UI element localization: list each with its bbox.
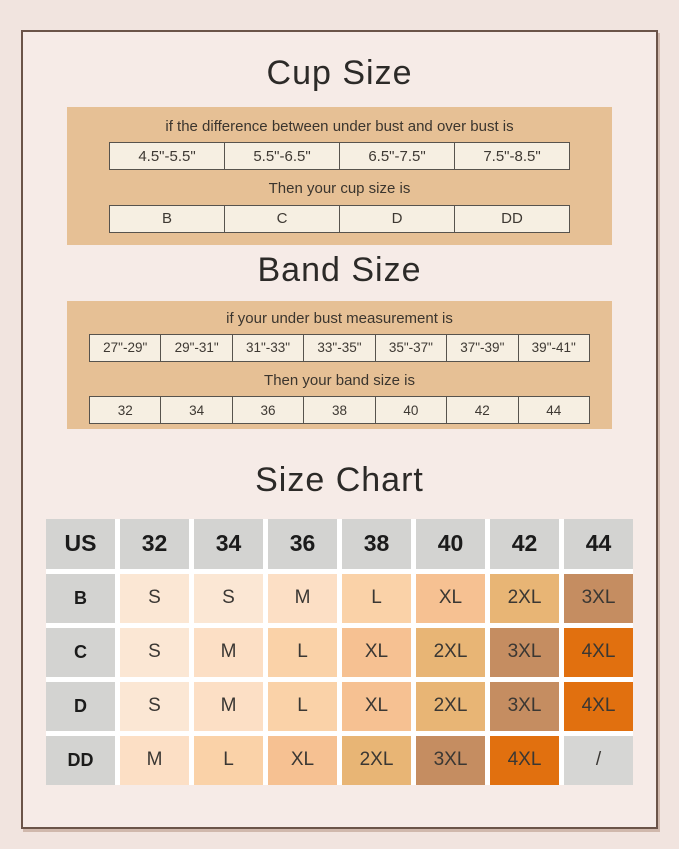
- size-chart-column-header: 40: [416, 519, 485, 569]
- size-chart-column-header: 44: [564, 519, 633, 569]
- cup-sizes-row: [109, 205, 570, 233]
- size-chart-value-cell: M: [194, 628, 263, 677]
- band-ranges-row: [89, 334, 590, 362]
- band-size-cell: 36: [233, 396, 304, 424]
- size-chart-column-header: 38: [342, 519, 411, 569]
- size-chart-value-cell: S: [194, 574, 263, 623]
- size-chart-row-label: B: [46, 574, 115, 623]
- size-chart-value-cell: S: [120, 574, 189, 623]
- size-chart-value-cell: XL: [342, 682, 411, 731]
- cup-size-cell: B: [109, 205, 225, 233]
- band-size-cell: 38: [304, 396, 375, 424]
- band-range-cell: 37"-39": [447, 334, 518, 362]
- size-chart-title: Size Chart: [255, 461, 424, 499]
- size-chart-column-header: 36: [268, 519, 337, 569]
- size-chart-column-header: 42: [490, 519, 559, 569]
- band-size-panel: [67, 301, 612, 429]
- band-size-cell: 44: [519, 396, 590, 424]
- size-chart-row-label: C: [46, 628, 115, 677]
- size-chart-value-cell: 3XL: [416, 736, 485, 785]
- cup-range-cell: 6.5"-7.5": [340, 142, 455, 170]
- band-range-cell: 27"-29": [89, 334, 161, 362]
- size-chart-value-cell: XL: [416, 574, 485, 623]
- cup-condition-caption: if the difference between under bust and over bust is: [165, 117, 514, 135]
- cup-ranges-row: [109, 142, 570, 170]
- cup-size-title: Cup Size: [266, 54, 413, 92]
- band-size-cell: 40: [376, 396, 447, 424]
- band-range-cell: 29"-31": [161, 334, 232, 362]
- size-chart-value-cell: 4XL: [564, 682, 633, 731]
- size-chart-value-cell: L: [342, 574, 411, 623]
- size-chart-value-cell: XL: [342, 628, 411, 677]
- band-condition-caption: if your under bust measurement is: [226, 310, 453, 327]
- cup-result-caption: Then your cup size is: [268, 180, 411, 197]
- band-result-caption: Then your band size is: [264, 371, 415, 389]
- size-chart-value-cell: /: [564, 736, 633, 785]
- size-chart-value-cell: 3XL: [564, 574, 633, 623]
- cup-size-cell: C: [225, 205, 340, 233]
- size-chart-corner-header: US: [46, 519, 115, 569]
- cup-size-cell: DD: [455, 205, 570, 233]
- size-chart-column-header: 32: [120, 519, 189, 569]
- cup-range-cell: 4.5"-5.5": [109, 142, 225, 170]
- size-chart-value-cell: 2XL: [416, 682, 485, 731]
- size-chart-value-cell: M: [268, 574, 337, 623]
- size-chart-column-header: 34: [194, 519, 263, 569]
- band-range-cell: 31"-33": [233, 334, 304, 362]
- cup-size-cell: D: [340, 205, 455, 233]
- band-range-cell: 35"-37": [376, 334, 447, 362]
- band-range-cell: 39"-41": [519, 334, 590, 362]
- size-chart-value-cell: L: [268, 628, 337, 677]
- bordered-frame: [21, 30, 658, 829]
- size-chart-value-cell: S: [120, 682, 189, 731]
- size-chart-row-label: D: [46, 682, 115, 731]
- size-chart-value-cell: L: [194, 736, 263, 785]
- size-chart-value-cell: XL: [268, 736, 337, 785]
- size-chart-value-cell: 2XL: [342, 736, 411, 785]
- cup-range-cell: 7.5"-8.5": [455, 142, 570, 170]
- band-size-title: Band Size: [257, 250, 422, 289]
- band-size-cell: 34: [161, 396, 232, 424]
- size-chart-value-cell: 4XL: [564, 628, 633, 677]
- band-size-cell: 32: [89, 396, 161, 424]
- size-chart-value-cell: 3XL: [490, 628, 559, 677]
- band-size-cell: 42: [447, 396, 518, 424]
- size-chart-value-cell: M: [194, 682, 263, 731]
- cup-size-panel: [67, 107, 612, 245]
- size-chart-value-cell: 4XL: [490, 736, 559, 785]
- size-chart-value-cell: 2XL: [416, 628, 485, 677]
- band-range-cell: 33"-35": [304, 334, 375, 362]
- cup-range-cell: 5.5"-6.5": [225, 142, 340, 170]
- size-chart-table: [46, 519, 633, 785]
- band-sizes-row: [89, 396, 590, 424]
- size-chart-row-label: DD: [46, 736, 115, 785]
- size-chart-value-cell: 3XL: [490, 682, 559, 731]
- size-chart-value-cell: L: [268, 682, 337, 731]
- size-chart-value-cell: 2XL: [490, 574, 559, 623]
- size-chart-value-cell: S: [120, 628, 189, 677]
- size-chart-value-cell: M: [120, 736, 189, 785]
